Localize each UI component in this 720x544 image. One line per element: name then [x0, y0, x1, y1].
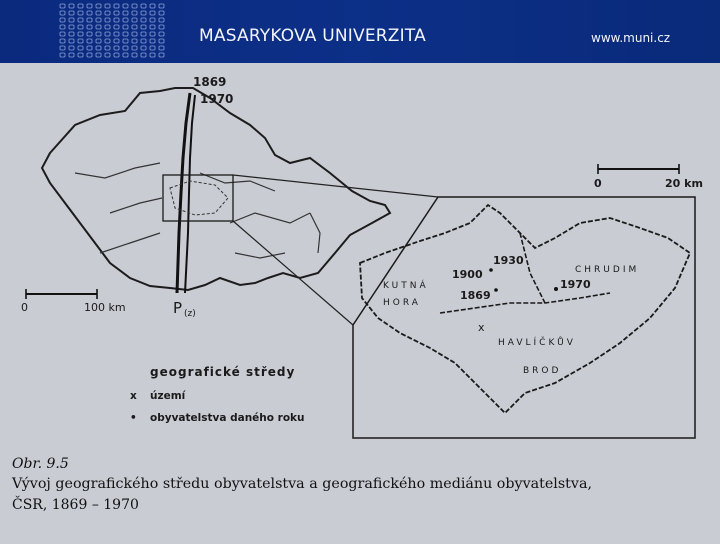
figure [0, 63, 720, 540]
scale-main-end: 100 km [84, 301, 126, 314]
legend-label-territory: území [150, 390, 186, 402]
header-band [0, 0, 720, 63]
territory-center-mark: x [478, 321, 485, 334]
internal-border [100, 233, 160, 253]
year-label-1869: 1869 [193, 75, 227, 89]
year-1970-inset: 1970 [560, 278, 591, 291]
internal-border [310, 213, 320, 253]
internal-border [110, 198, 162, 213]
caption-line-1: Vývoj geografického středu obyvatelstva a geografického mediánu obyvatelstva, [12, 476, 582, 492]
map-figure [0, 63, 720, 540]
legend-title: geografické středy [150, 365, 296, 379]
center-point-1970 [554, 287, 558, 291]
scale-inset-start: 0 [594, 177, 602, 190]
year-1930: 1930 [493, 254, 524, 267]
inset-district-border [360, 205, 690, 413]
legend-symbol-population: • [130, 412, 137, 424]
inset-district-border [520, 233, 545, 303]
region-chrudim: CHRUDIM [575, 265, 640, 275]
center-point-1869 [494, 288, 498, 292]
university-logo-dots [58, 2, 168, 60]
internal-border [230, 213, 310, 223]
internal-border [75, 163, 160, 178]
internal-border [235, 253, 285, 258]
median-label: P [173, 299, 183, 317]
year-1869-inset: 1869 [460, 289, 491, 302]
region-kutna: KUTNÁ [383, 281, 429, 291]
legend-symbol-territory: x [130, 390, 137, 402]
year-label-1970: 1970 [200, 92, 234, 106]
website-link[interactable]: www.muni.cz [591, 31, 671, 45]
center-point-1900 [489, 268, 493, 272]
caption-label: Obr. 9.5 [12, 456, 69, 472]
scale-bar-inset [594, 164, 703, 190]
region-brod: BROD [523, 366, 562, 376]
median-subscript: (z) [184, 309, 196, 319]
region-havlickuv: HAVLÍČKŮV [498, 338, 576, 348]
caption-line-2: ČSR, 1869 – 1970 [12, 497, 139, 513]
scale-bar-main [21, 289, 126, 314]
inset-frame [353, 197, 695, 438]
scale-main-start: 0 [21, 301, 28, 314]
czechoslovakia-outline [42, 88, 390, 290]
university-name: MASARYKOVA UNIVERZITA [199, 26, 426, 46]
connector-line [233, 221, 353, 325]
year-1900: 1900 [452, 268, 483, 281]
scale-inset-end: 20 km [665, 177, 703, 190]
region-hora: HORA [383, 298, 421, 308]
legend-label-population: obyvatelstva daného roku [150, 412, 305, 424]
